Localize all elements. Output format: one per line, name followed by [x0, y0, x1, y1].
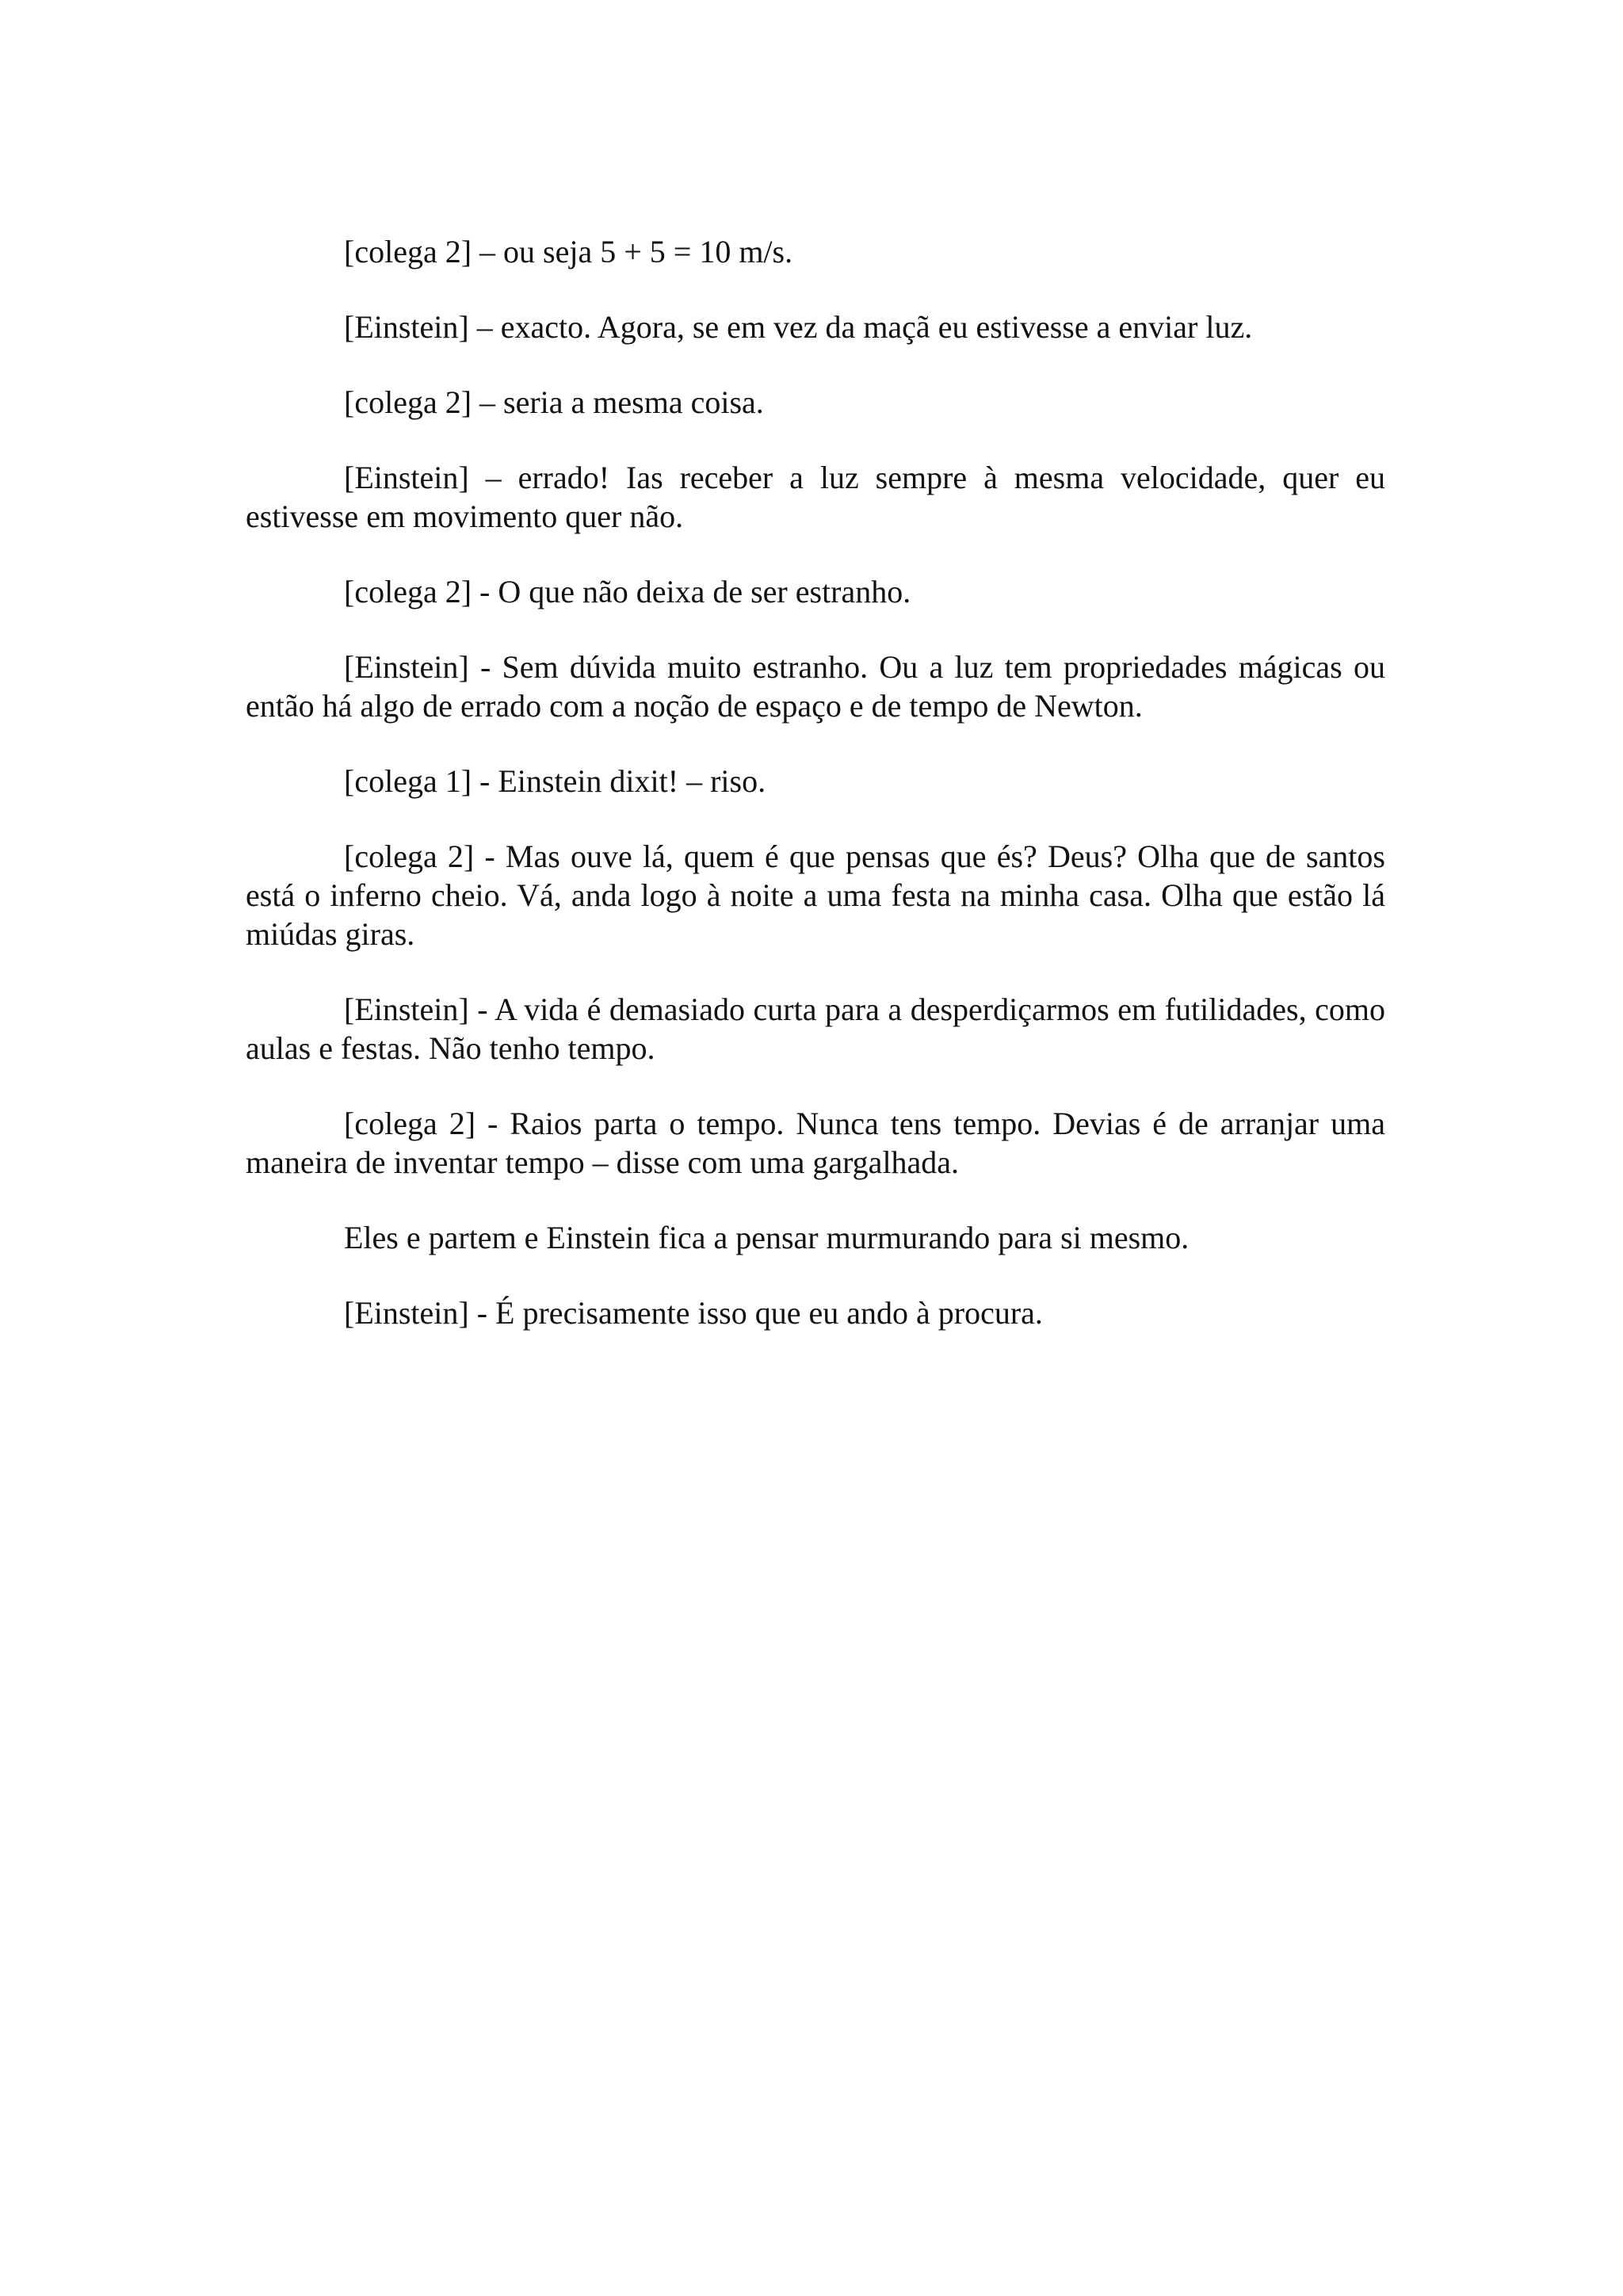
paragraph-8: [colega 2] - Mas ouve lá, quem é que pensas que és? Deus? Olha que de santos está o inferno cheio. Vá, anda logo à noite a uma festa na minha casa. Olha que estão lá miúdas giras. [246, 839, 1385, 952]
paragraph-10: [colega 2] - Raios parta o tempo. Nunca tens tempo. Devias é de arranjar uma maneira de inventar tempo – disse com uma gargalhada. [246, 1106, 1385, 1180]
paragraph-5: [colega 2] - O que não deixa de ser estranho. [344, 574, 911, 609]
paragraph-11: Eles e partem e Einstein fica a pensar murmurando para si mesmo. [344, 1220, 1190, 1255]
document-page [246, 232, 1385, 1369]
paragraph-1: [colega 2] – ou seja 5 + 5 = 10 m/s. [344, 234, 793, 269]
paragraph-2: [Einstein] – exacto. Agora, se em vez da maçã eu estivesse a enviar luz. [344, 309, 1253, 345]
paragraph-4: [Einstein] – errado! Ias receber a luz sempre à mesma velocidade, quer eu estivesse em movimento quer não. [246, 460, 1385, 534]
paragraph-6: [Einstein] - Sem dúvida muito estranho. Ou a luz tem propriedades mágicas ou então há algo de errado com a noção de espaço e de tempo de Newton. [246, 649, 1385, 724]
paragraph-7: [colega 1] - Einstein dixit! – riso. [344, 763, 766, 799]
paragraph-3: [colega 2] – seria a mesma coisa. [344, 384, 764, 420]
paragraph-12: [Einstein] - É precisamente isso que eu ando à procura. [344, 1295, 1043, 1331]
paragraph-9: [Einstein] - A vida é demasiado curta para a desperdiçarmos em futilidades, como aulas e festas. Não tenho tempo. [246, 991, 1385, 1066]
